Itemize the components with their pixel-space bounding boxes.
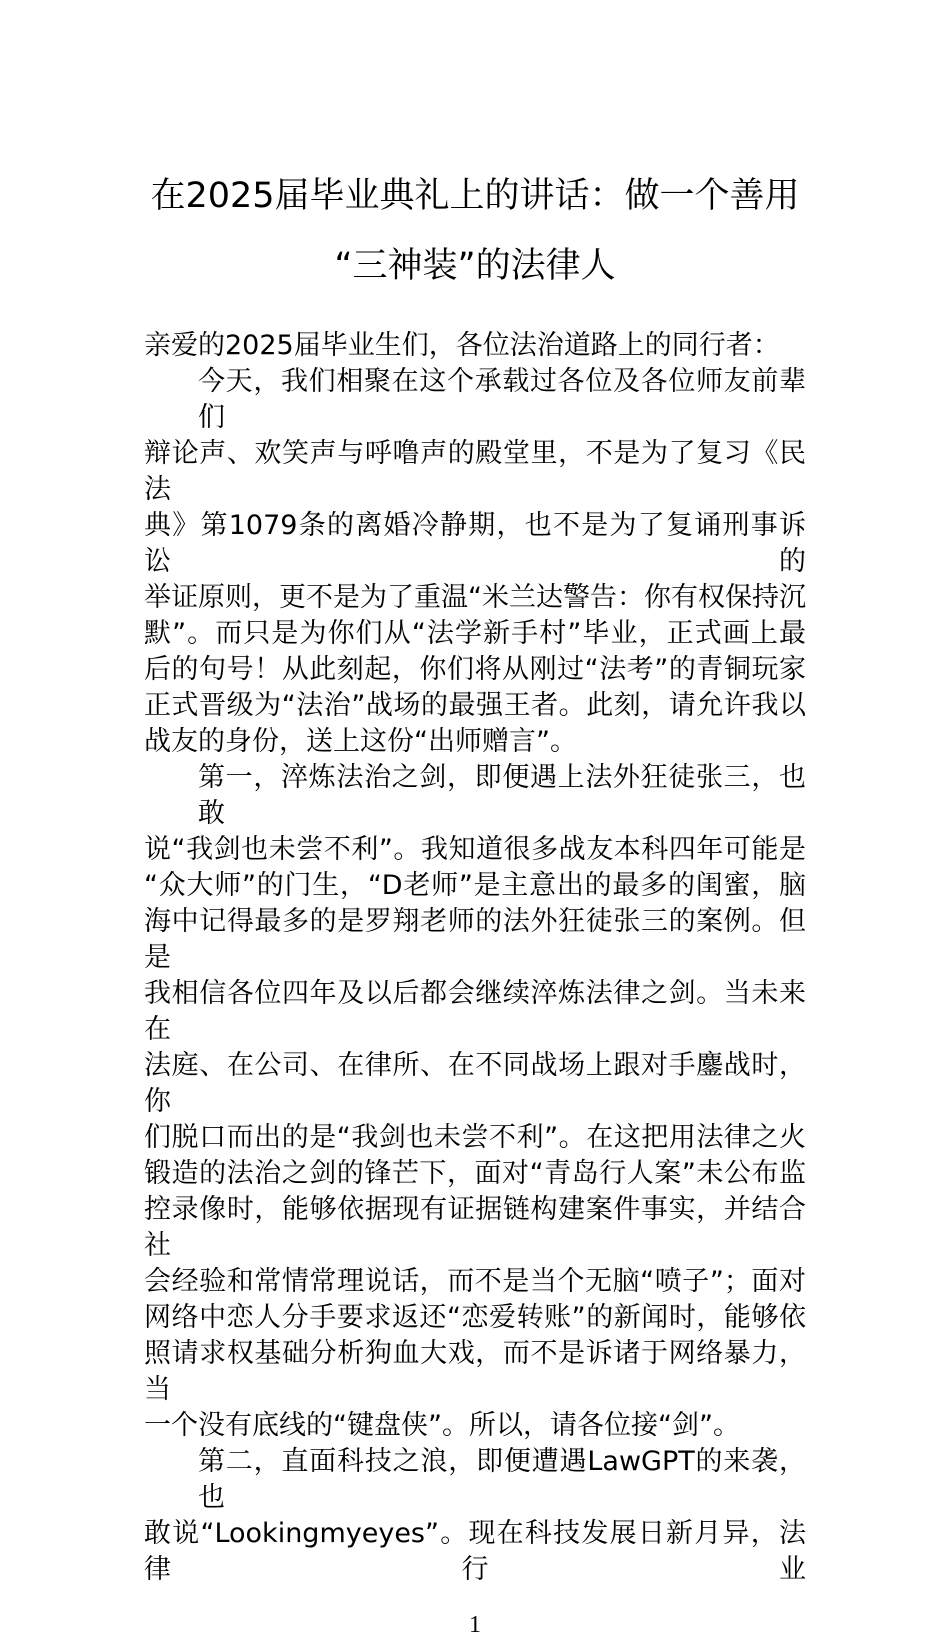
page-number: 1 bbox=[469, 1612, 481, 1638]
text-line: 法庭、在公司、在律所、在不同战场上跟对手鏖战时，你 bbox=[144, 1050, 806, 1117]
text-line: 锻造的法治之剑的锋芒下，面对“青岛行人案”未公布监 bbox=[144, 1158, 806, 1189]
text-line: 默”。而只是为你们从“法学新手村”毕业，正式画上最 bbox=[144, 618, 806, 649]
paragraph bbox=[144, 364, 806, 760]
text-line: 战友的身份，送上这份“出师赠言”。 bbox=[144, 726, 577, 757]
text-line: 今天，我们相聚在这个承载过各位及各位师友前辈们 bbox=[198, 366, 806, 433]
text-line: 网络中恋人分手要求返还“恋爱转账”的新闻时，能够依 bbox=[144, 1302, 806, 1333]
text-line: 辩论声、欢笑声与呼噜声的殿堂里，不是为了复习《民法 bbox=[144, 438, 806, 505]
document-title-line-2: “三神装”的法律人 bbox=[334, 246, 616, 286]
text-line: “众大师”的门生，“D老师”是主意出的最多的闺蜜，脑 bbox=[144, 870, 806, 901]
text-line: 正式晋级为“法治”战场的最强王者。此刻，请允许我以 bbox=[144, 690, 806, 721]
document-body bbox=[144, 328, 806, 1588]
document-title-line-1: 在2025届毕业典礼上的讲话：做一个善用 bbox=[150, 176, 800, 216]
text-line: 第二，直面科技之浪，即便遭遇LawGPT的来袭，也 bbox=[198, 1446, 806, 1513]
text-line: 典》第1079条的离婚冷静期，也不是为了复诵刑事诉讼的 bbox=[144, 510, 806, 577]
paragraph bbox=[144, 1444, 806, 1588]
text-line: 举证原则，更不是为了重温“米兰达警告：你有权保持沉 bbox=[144, 582, 806, 613]
text-line: 后的句号！从此刻起，你们将从刚过“法考”的青铜玩家 bbox=[144, 654, 806, 685]
text-line: 亲爱的2025届毕业生们，各位法治道路上的同行者： bbox=[144, 330, 780, 361]
text-line: 照请求权基础分析狗血大戏，而不是诉诸于网络暴力，当 bbox=[144, 1338, 806, 1405]
paragraph bbox=[144, 760, 806, 1444]
text-line: 我相信各位四年及以后都会继续淬炼法律之剑。当未来在 bbox=[144, 978, 806, 1045]
text-line: 控录像时，能够依据现有证据链构建案件事实，并结合社 bbox=[144, 1194, 806, 1261]
text-line: 第一，淬炼法治之剑，即便遇上法外狂徒张三，也敢 bbox=[198, 762, 806, 829]
text-line: 一个没有底线的“键盘侠”。所以，请各位接“剑”。 bbox=[144, 1410, 740, 1441]
text-line: 们脱口而出的是“我剑也未尝不利”。在这把用法律之火 bbox=[144, 1122, 806, 1153]
text-line: 敢说“Lookingmyeyes”。现在科技发展日新月异，法律行业 bbox=[144, 1518, 806, 1585]
text-line: 会经验和常情常理说话，而不是当个无脑“喷子”；面对 bbox=[144, 1266, 806, 1297]
text-line: 海中记得最多的是罗翔老师的法外狂徒张三的案例。但是 bbox=[144, 906, 806, 973]
text-line: 说“我剑也未尝不利”。我知道很多战友本科四年可能是 bbox=[144, 834, 806, 865]
paragraph bbox=[144, 328, 806, 364]
